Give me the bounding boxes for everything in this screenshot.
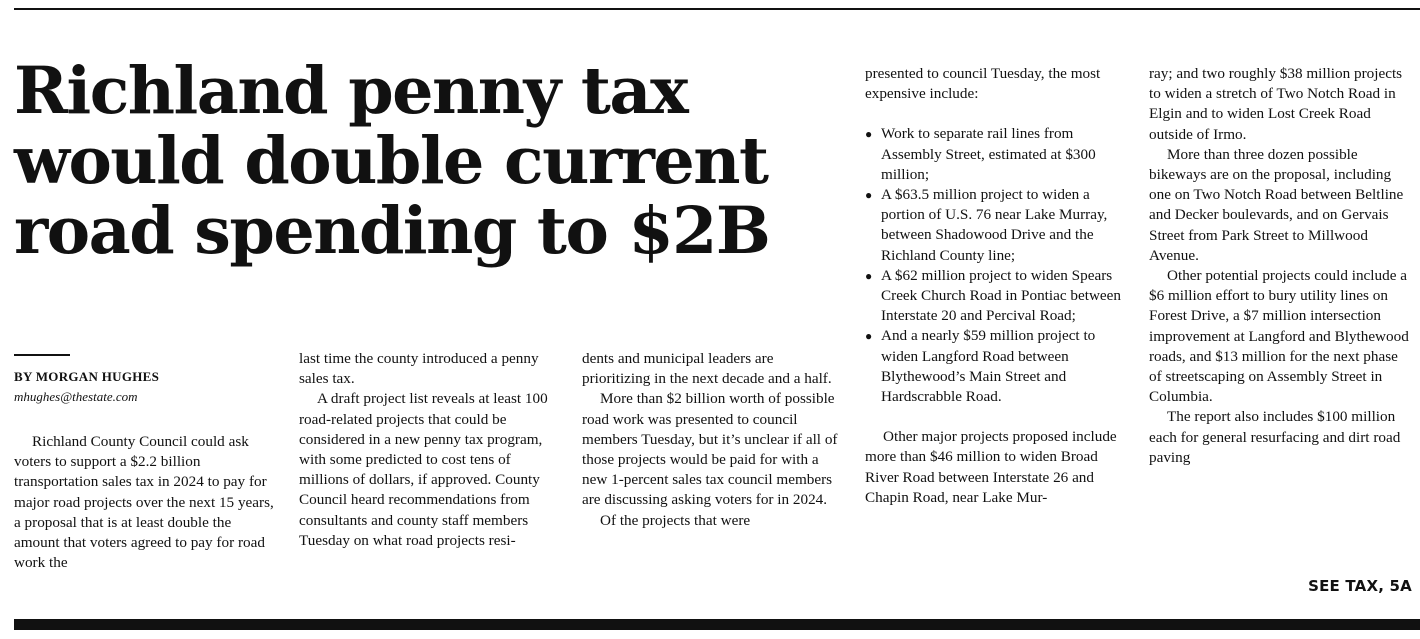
bottom-rule	[14, 619, 1420, 630]
paragraph: The report also includes $100 million each for general resurfacing and dirt road paving	[1149, 408, 1401, 466]
paragraph: More than three dozen possible bikeways are on the proposal, including one on Two Notch Road between Beltline and Decker boulevards, and on Gervais Street from Park Street to Millwood Avenue.	[1149, 145, 1404, 264]
byline-rule	[14, 354, 70, 356]
paragraph: last time the county introduced a penny sales tax.	[299, 350, 539, 388]
column-1	[14, 432, 276, 573]
jump-line: SEE TAX, 5A	[1308, 577, 1412, 595]
list-item: ● A $62 million project to widen Spears Creek Church Road in Pontiac between Interstate 20 and Percival Road;	[865, 266, 1131, 327]
paragraph: More than $2 billion worth of possible road work was presented to council members Tuesday, but it’s unclear if all of those projects would be paid for with a new 1-percent sales tax council members are discussing asking voters for in 2024.	[582, 390, 838, 509]
paragraph: Richland County Council could ask voters to support a $2.2 billion transportation sales tax in 2024 to pay for major road projects over the next 15 years, a proposal that is at least double the amount that voters agreed to pay for road work the	[14, 433, 274, 572]
list-item: ● Work to separate rail lines from Assembly Street, estimated at $300 million;	[865, 124, 1131, 185]
list-item: ● And a nearly $59 million project to widen Langford Road between Blythewood’s Main Street and Hardscrabble Road.	[865, 326, 1131, 407]
paragraph: Other potential projects could include a $6 million effort to bury utility lines on Forest Drive, a $7 million intersection improvement at Langford and Blythewood roads, and $13 million for the next phase of streetscaping on Assembly Street in Columbia.	[1149, 267, 1409, 406]
paragraph: A draft project list reveals at least 100 road-related projects that could be considered in a new penny tax program, with some predicted to cost tens of millions of dollars, if approved. County Council heard recommendations from consultants and county staff members Tuesday on what road projects resi-	[299, 390, 548, 549]
column-2	[299, 349, 561, 551]
author-email: mhughes@thestate.com	[14, 389, 138, 404]
project-list	[865, 124, 1131, 407]
paragraph: Other major projects proposed include more than $46 million to widen Broad River Road between Interstate 26 and Chapin Road, near Lake Mur-	[865, 428, 1117, 506]
column-3	[582, 349, 844, 531]
paragraph: dents and municipal leaders are prioritizing in the next decade and a half.	[582, 350, 832, 388]
byline: BY MORGAN HUGHES	[14, 369, 160, 384]
column-4	[865, 64, 1131, 508]
list-item: ● A $63.5 million project to widen a portion of U.S. 76 near Lake Murray, between Shadowood Drive and the Richland County line;	[865, 185, 1131, 266]
paragraph: presented to council Tuesday, the most expensive include:	[865, 65, 1101, 103]
paragraph: ray; and two roughly $38 million projects to widen a stretch of Two Notch Road in Elgin and to widen Lost Creek Road outside of Irmo.	[1149, 65, 1403, 143]
paragraph: Of the projects that were	[600, 511, 751, 529]
top-rule	[14, 8, 1420, 10]
headline: Richland penny tax would double current road spending to $2B	[14, 53, 770, 269]
column-5	[1149, 64, 1411, 468]
